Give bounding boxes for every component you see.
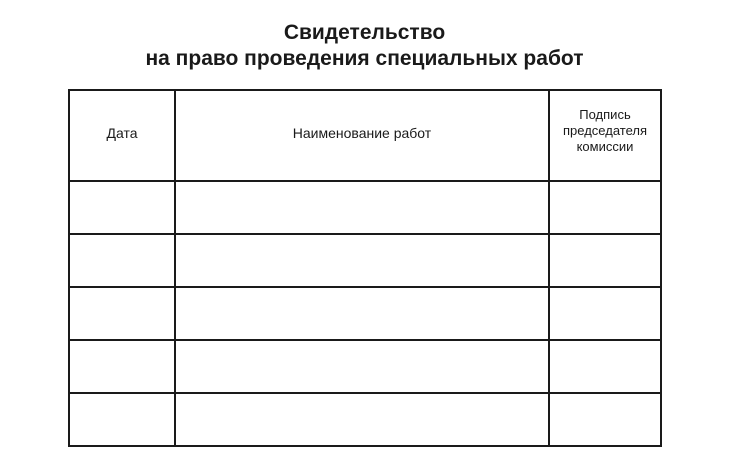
header-signature-line-3: комиссии [576,138,634,154]
cell-work-name[interactable] [175,340,549,393]
header-signature-label [563,107,647,155]
cell-signature[interactable] [549,287,661,340]
cell-date[interactable] [69,181,175,234]
cell-signature[interactable] [549,393,661,446]
cell-date[interactable] [69,340,175,393]
cell-work-name[interactable] [175,287,549,340]
table-row [69,234,661,287]
header-signature-line-2: председателя [562,122,647,138]
cell-signature[interactable] [549,234,661,287]
header-work-name [175,90,549,181]
cell-work-name[interactable] [175,181,549,234]
cell-signature[interactable] [549,340,661,393]
cell-work-name[interactable] [175,393,549,446]
cell-date[interactable] [69,393,175,446]
title-line-2: на право проведения специальных работ [145,47,584,70]
table-row [69,181,661,234]
cell-signature[interactable] [549,181,661,234]
document-title [0,20,729,72]
header-date [69,90,175,181]
title-line-1: Свидетельство [283,21,446,44]
cell-date[interactable] [69,287,175,340]
table-row [69,393,661,446]
certificate-table [68,89,662,447]
header-signature [549,90,661,181]
cell-date[interactable] [69,234,175,287]
header-work-name-label: Наименование работ [292,125,432,141]
cell-work-name[interactable] [175,234,549,287]
table-row [69,340,661,393]
table-header-row [69,90,661,181]
table-row [69,287,661,340]
header-date-label: Дата [106,125,138,141]
header-signature-line-1: Подпись [579,106,631,122]
